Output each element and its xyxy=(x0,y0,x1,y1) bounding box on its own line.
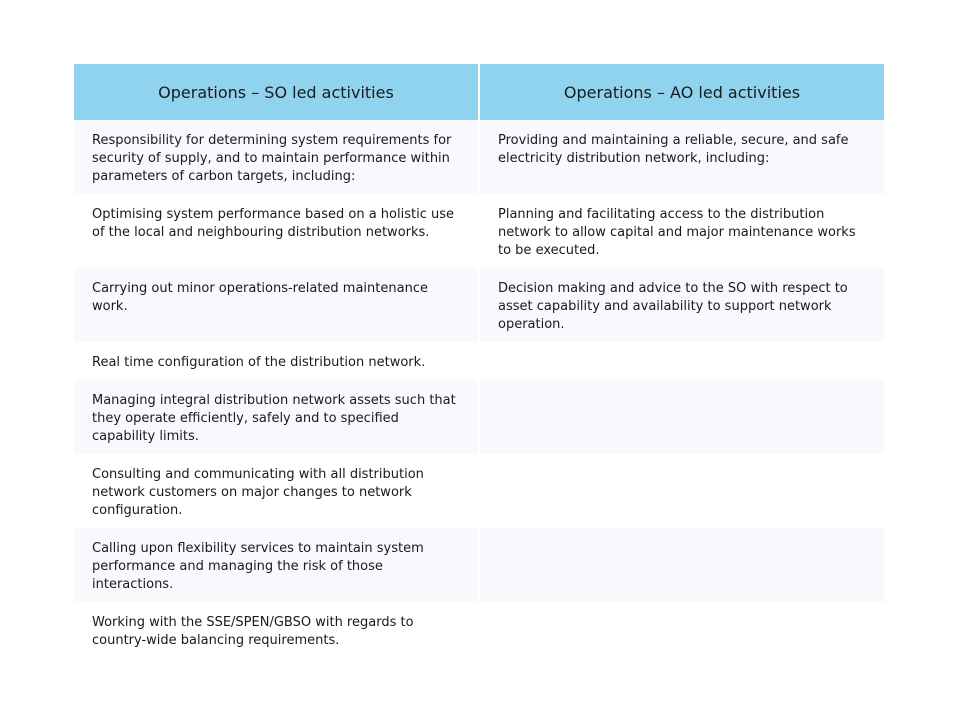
table-row xyxy=(74,454,884,528)
ao-cell: Providing and maintaining a reliable, secure, and safe electricity distribution network, including: xyxy=(480,120,884,194)
ao-cell xyxy=(480,342,884,380)
ao-cell xyxy=(480,528,884,602)
table-row xyxy=(74,380,884,454)
header-so-led: Operations – SO led activities xyxy=(74,64,478,120)
so-cell: Calling upon flexibility services to maintain system performance and managing the risk of those interactions. xyxy=(74,528,478,602)
so-cell: Carrying out minor operations-related maintenance work. xyxy=(74,268,478,342)
table-row xyxy=(74,268,884,342)
header-ao-led: Operations – AO led activities xyxy=(480,64,884,120)
so-cell: Managing integral distribution network assets such that they operate efficiently, safely and to specified capability limits. xyxy=(74,380,478,454)
so-cell: Real time configuration of the distribution network. xyxy=(74,342,478,380)
so-cell: Responsibility for determining system requirements for security of supply, and to maintain performance within parameters of carbon targets, including: xyxy=(74,120,478,194)
activities-table xyxy=(74,64,884,676)
ao-cell: Decision making and advice to the SO with respect to asset capability and availability to support network operation. xyxy=(480,268,884,342)
so-cell: Optimising system performance based on a holistic use of the local and neighbouring distribution networks. xyxy=(74,194,478,268)
ao-cell xyxy=(480,454,884,528)
table-row xyxy=(74,342,884,380)
table-row xyxy=(74,528,884,602)
so-cell: Consulting and communicating with all distribution network customers on major changes to network configuration. xyxy=(74,454,478,528)
table-row xyxy=(74,194,884,268)
table-row xyxy=(74,120,884,194)
ao-cell xyxy=(480,380,884,454)
ao-cell xyxy=(480,602,884,676)
table-row xyxy=(74,602,884,676)
ao-cell: Planning and facilitating access to the distribution network to allow capital and major maintenance works to be executed. xyxy=(480,194,884,268)
table-header xyxy=(74,64,884,120)
so-cell: Working with the SSE/SPEN/GBSO with regards to country-wide balancing requirements. xyxy=(74,602,478,676)
